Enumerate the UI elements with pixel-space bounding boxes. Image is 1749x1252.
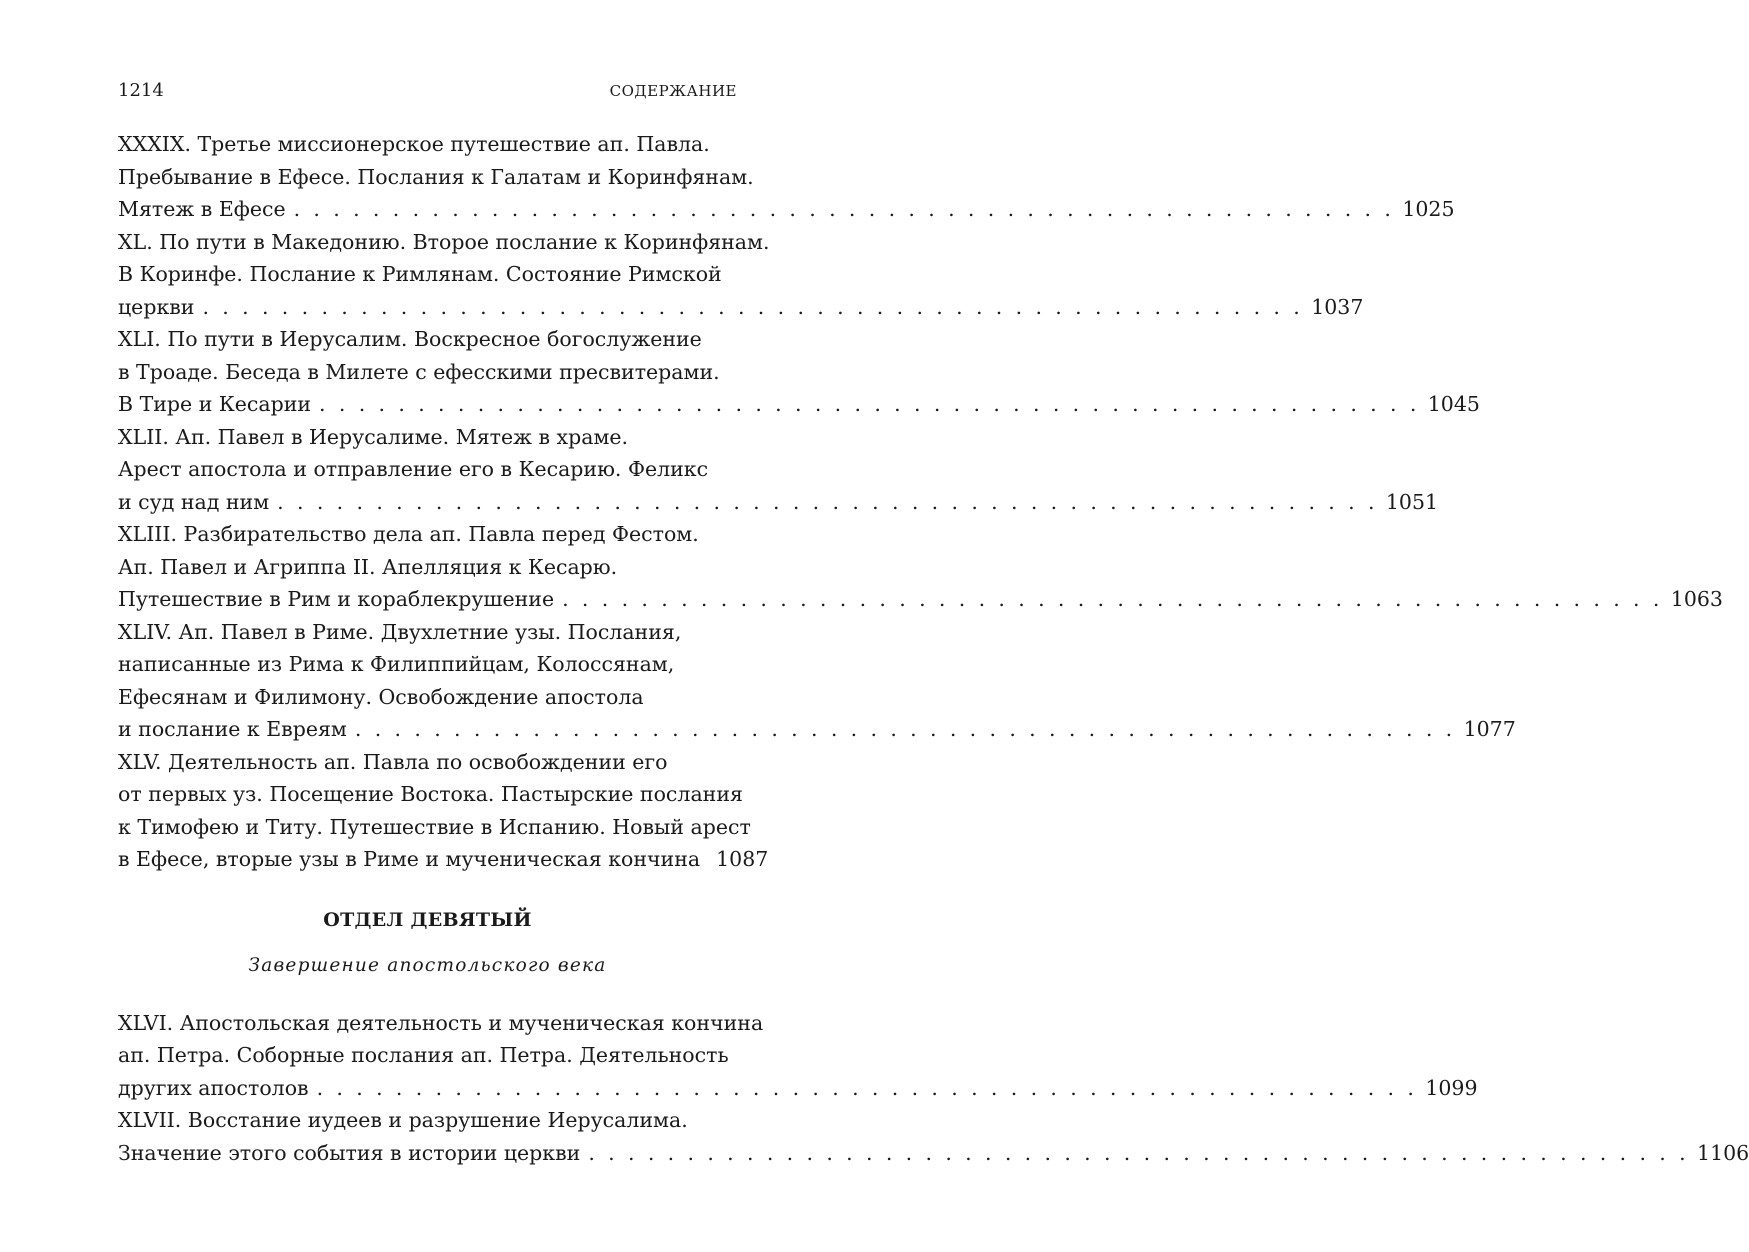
toc-entry-line: XLI. По пути в Иерусалим. Воскресное богослужение: [118, 327, 702, 351]
toc-entry: [118, 128, 1455, 226]
toc-entry-last-line: [118, 1072, 1478, 1105]
toc-entry-last-line: [118, 583, 1723, 616]
toc-entry-line: к Тимофею и Титу. Путешествие в Испанию. Новый арест: [118, 814, 751, 839]
toc-entry-line: XXXIX. Третье миссионерское путешествие ап. Павла.: [118, 132, 710, 156]
toc-entry-text: других апостолов: [118, 1075, 309, 1100]
toc-entry: [118, 616, 1516, 746]
page-number: 1214: [118, 80, 164, 101]
dot-leader: [294, 193, 1395, 226]
toc-entry-text: Значение этого события в истории церкви: [118, 1140, 581, 1165]
toc-entry: [118, 746, 769, 876]
toc-entry-last-line: [118, 843, 769, 876]
toc-entry-text: и послание к Евреям: [118, 717, 347, 741]
toc-entry-text: и суд над ним: [118, 489, 270, 514]
toc-entry-line: Ефесянам и Филимону. Освобождение апостола: [118, 684, 644, 709]
toc-page-number: 1051: [1385, 489, 1439, 514]
dot-leader: [202, 291, 1303, 324]
toc-entry-line: Пребывание в Ефесе. Послания к Галатам и Коринфянам.: [118, 164, 754, 189]
toc-entry-text: церкви: [118, 294, 195, 319]
toc-page-number: 1037: [1311, 294, 1364, 319]
toc-page-number: 1063: [1670, 587, 1723, 611]
toc-entry-last-line: [118, 388, 1480, 421]
dot-leader: [319, 388, 1420, 421]
toc-entry: [118, 421, 1439, 519]
toc-page-number: 1025: [1402, 197, 1455, 221]
running-title: СОДЕРЖАНИЕ: [609, 82, 737, 100]
toc-entry-last-line: [118, 193, 1455, 226]
toc-entry: [118, 518, 1723, 616]
toc-page-number: 1077: [1463, 717, 1516, 741]
toc-entry: [118, 1104, 1749, 1169]
toc-entry-last-line: [118, 713, 1516, 746]
toc-entry-last-line: [118, 1137, 1749, 1170]
toc-entry-line: XLII. Ап. Павел в Иерусалиме. Мятеж в храме.: [118, 424, 629, 449]
toc-page-number: 1106: [1697, 1140, 1749, 1165]
toc-entry-line: ап. Петра. Соборные послания ап. Петра. Деятельность: [118, 1043, 729, 1067]
dot-leader: [355, 713, 1456, 746]
toc-entry-line: написанные из Рима к Филиппийцам, Колоссянам,: [118, 652, 675, 676]
toc-entry-line: XLV. Деятельность ап. Павла по освобождении его: [118, 749, 668, 774]
toc-entry-line: в Троаде. Беседа в Милете с ефесскими пресвитерами.: [118, 359, 720, 384]
dot-leader: [588, 1137, 1689, 1170]
table-of-contents: [118, 128, 1749, 1169]
toc-entry: [118, 1007, 1478, 1105]
toc-entry-line: XLVI. Апостольская деятельность и мученическая кончина: [118, 1010, 764, 1035]
dot-leader: [562, 583, 1663, 616]
page-header: [118, 78, 737, 104]
toc-entry-line: XLIV. Ап. Павел в Риме. Двухлетние узы. Послания,: [118, 619, 682, 644]
toc-entry-line: от первых уз. Посещение Востока. Пастырские послания: [118, 782, 743, 806]
section-subheading: Завершение апостольского века: [248, 955, 607, 976]
toc-entry-last-line: [118, 486, 1439, 519]
toc-page-number: 1087: [716, 847, 769, 871]
toc-entry-line: XLVII. Восстание иудеев и разрушение Иерусалима.: [118, 1108, 688, 1132]
toc-entry-line: XL. По пути в Македонию. Второе послание к Коринфянам.: [118, 229, 770, 254]
toc-page-number: 1045: [1427, 392, 1480, 416]
toc-entry: [118, 226, 1364, 324]
toc-entry-line: Арест апостола и отправление его в Кесарию. Феликс: [118, 457, 709, 481]
toc-entry-text: Мятеж в Ефесе: [118, 197, 286, 221]
toc-entry-text: Путешествие в Рим и кораблекрушение: [118, 587, 555, 611]
toc-entry: [118, 323, 1480, 421]
toc-entry-text: В Тире и Кесарии: [118, 392, 312, 416]
toc-entry-last-line: [118, 291, 1364, 324]
toc-entry-line: Ап. Павел и Агриппа II. Апелляция к Кесарю.: [118, 554, 618, 579]
toc-page-number: 1099: [1425, 1075, 1478, 1100]
dot-leader: [317, 1072, 1418, 1105]
section-heading: ОТДЕЛ ДЕВЯТЫЙ: [323, 908, 532, 931]
dot-leader: [277, 486, 1378, 519]
toc-entry-text: в Ефесе, вторые узы в Риме и мученическая кончина: [118, 847, 701, 871]
toc-entry-line: В Коринфе. Послание к Римлянам. Состояние Римской: [118, 262, 722, 286]
toc-entry-line: XLIII. Разбирательство дела ап. Павла перед Фестом.: [118, 522, 699, 546]
